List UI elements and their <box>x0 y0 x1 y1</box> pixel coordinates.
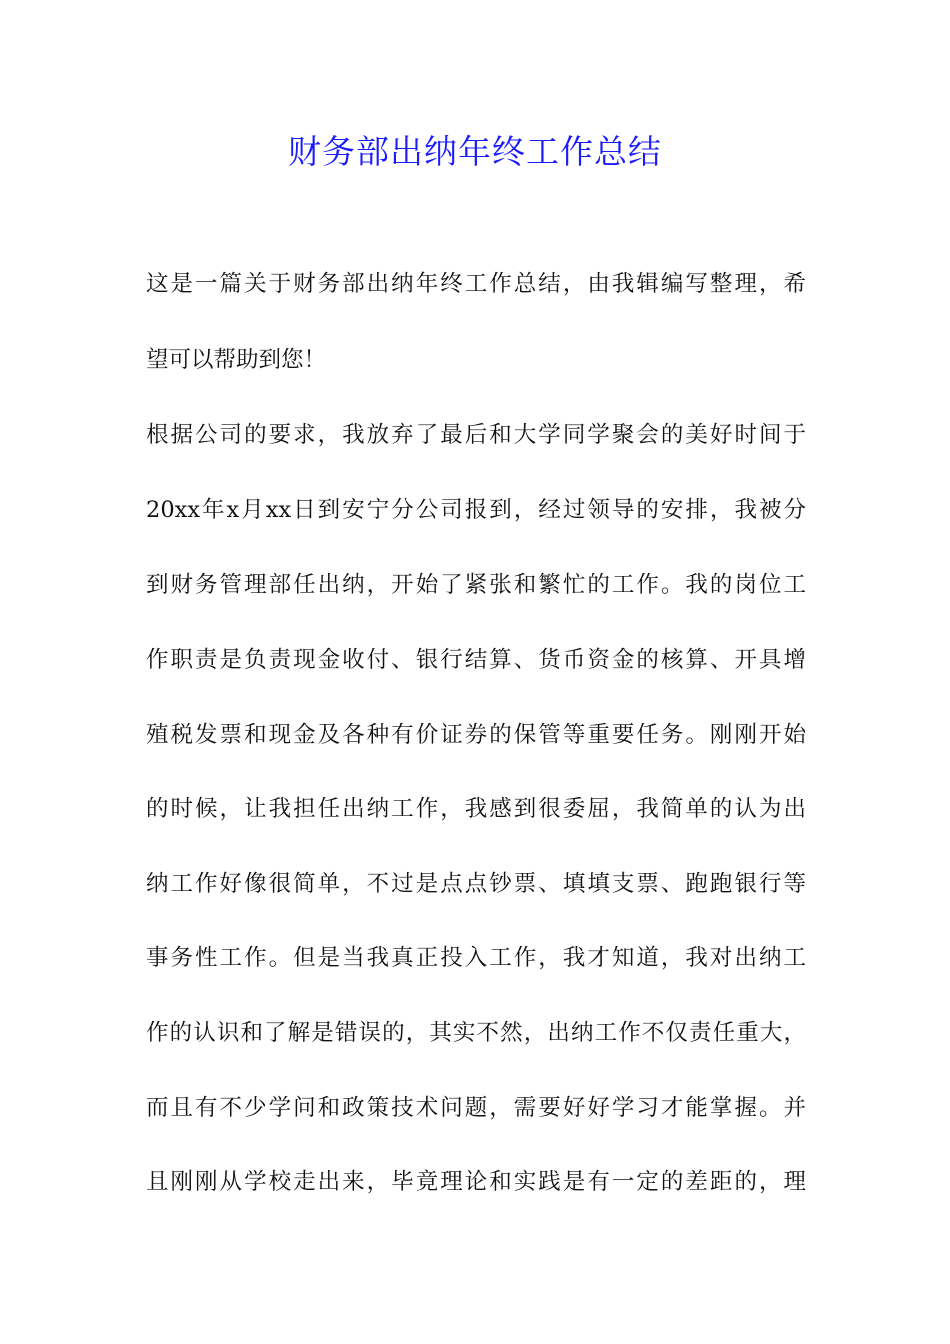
paragraph-line: 望可以帮助到您！ <box>146 347 327 373</box>
paragraph-line: 事务性工作。但是当我真正投入工作，我才知道，我对出纳工 <box>146 945 806 971</box>
paragraph-line: 到财务管理部任出纳，开始了紧张和繁忙的工作。我的岗位工 <box>146 572 806 598</box>
paragraph-line: 作的认识和了解是错误的，其实不然，出纳工作不仅责任重大， <box>146 1020 806 1046</box>
paragraph-line: 而且有不少学问和政策技术问题，需要好好学习才能掌握。并 <box>146 1095 806 1121</box>
paragraph-line: 纳工作好像很简单，不过是点点钞票、填填支票、跑跑银行等 <box>146 871 806 897</box>
paragraph-line: 且刚刚从学校走出来，毕竟理论和实践是有一定的差距的，理 <box>146 1169 806 1195</box>
document-title: 财务部出纳年终工作总结 <box>288 132 662 171</box>
paragraph-line: 这是一篇关于财务部出纳年终工作总结，由我辑编写整理，希 <box>146 271 806 297</box>
paragraph-line: 殖税发票和现金及各种有价证券的保管等重要任务。刚刚开始 <box>146 722 806 748</box>
paragraph-line: 20xx年x月xx日到安宁分公司报到，经过领导的安排，我被分 <box>146 497 806 523</box>
paragraph-line: 根据公司的要求，我放弃了最后和大学同学聚会的美好时间于 <box>146 422 806 448</box>
paragraph-line: 作职责是负责现金收付、银行结算、货币资金的核算、开具增 <box>146 647 806 673</box>
paragraph-line: 的时候，让我担任出纳工作，我感到很委屈，我简单的认为出 <box>146 796 806 822</box>
